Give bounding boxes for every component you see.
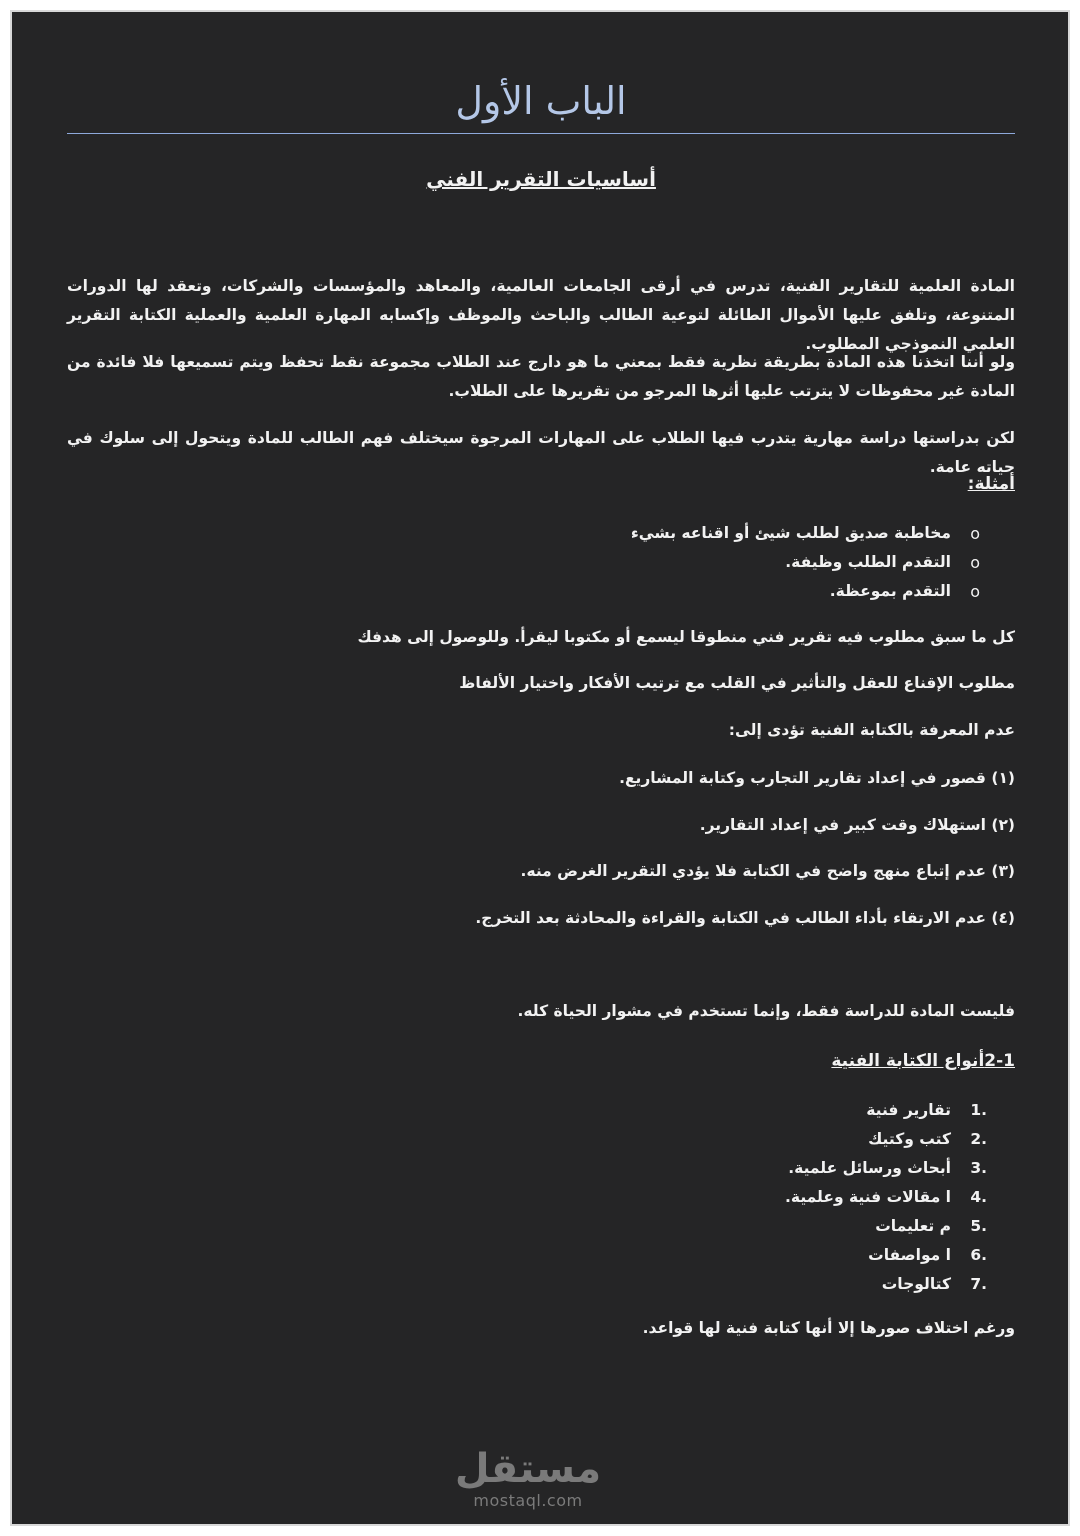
example-text: مخاطبة صديق لطلب شيئ أو اقناعه بشيء (630, 524, 951, 542)
list-item (67, 1125, 1015, 1154)
closing-paragraph: ورغم اختلاف صورها إلا أنها كتابة فنية لها قواعد. (642, 1319, 1015, 1337)
consequence-item-4: (٤) عدم الارتقاء بأداء الطالب في الكتابة والقراءة والمحادثة بعد التخرج. (475, 909, 1015, 927)
list-item (67, 1096, 1015, 1125)
consequence-item-3: (٣) عدم إتباع منهج واضح في الكتابة فلا يؤدي التقرير الغرض منه. (520, 862, 1015, 880)
bullet-marker: o (970, 553, 980, 572)
type-text: ا مقالات فنية وعلمية. (785, 1188, 951, 1206)
example-text: التقدم بموعظة. (829, 582, 951, 600)
list-item (67, 1183, 1015, 1212)
after-examples-paragraph-3: عدم المعرفة بالكتابة الفنية تؤدى إلى: (728, 721, 1015, 739)
intro-paragraph-3: لكن بدراستها دراسة مهارية يتدرب فيها الطلاب على المهارات المرجوة سيختلف فهم الطالب للمادة ويتحول إلى سلوك في حياته عامة. (67, 429, 1015, 476)
type-text: م تعليمات (875, 1217, 951, 1235)
list-item (67, 1270, 1015, 1299)
list-item (67, 577, 1015, 606)
intro-paragraph-2: ولو أننا اتخذنا هذه المادة بطريقة نظرية فقط بمعني ما هو دارج عند الطلاب مجموعة نقط تحفظ ويتم تسميعها فلا فائدة من المادة غير محفوظات لا يترتب عليها أثرها المرجو من تقريرها على الطلاب. (67, 353, 1015, 400)
bullet-marker: o (970, 582, 980, 601)
types-list (67, 1096, 1015, 1299)
intro-paragraph-1: المادة العلمية للتقارير الفنية، تدرس في أرقى الجامعات العالمية، والمعاهد والمؤسسات والشركات، وتعقد لها الدورات المتنوعة، وتلفق عليها الأموال الطائلة لتوعية الطالب والباحث والموظف وإكسابه المهارة العلمية والعملية الكتابة التقرير العلمي النموذجي المطلوب. (67, 277, 1015, 353)
chapter-title: الباب الأول (455, 79, 627, 123)
type-text: ا مواصفات (868, 1246, 951, 1264)
type-text: كتب وكتيك (868, 1130, 951, 1148)
consequence-item-1: (١) قصور في إعداد تقارير التجارب وكتابة المشاريع. (619, 769, 1015, 787)
list-number: 1. (970, 1101, 987, 1119)
examples-list (67, 519, 1015, 606)
watermark-url: mostaql.com (473, 1491, 583, 1510)
type-text: تقارير فنية (866, 1101, 951, 1119)
type-text: كتالوجات (881, 1275, 951, 1293)
document-page (10, 10, 1070, 1526)
consequence-item-2: (٢) استهلاك وقت كبير في إعداد التقارير. (699, 816, 1015, 834)
list-item (67, 519, 1015, 548)
watermark-word: مستقل (454, 1446, 602, 1492)
list-number: 5. (970, 1217, 987, 1235)
after-examples-paragraph-2: مطلوب الإقناع للعقل والتأثير في القلب مع ترتيب الأفكار واختيار الألفاظ (459, 674, 1015, 692)
list-item (67, 1241, 1015, 1270)
list-number: 3. (970, 1159, 987, 1177)
bullet-marker: o (970, 524, 980, 543)
section-title: أساسيات التقرير الفني (426, 167, 656, 191)
examples-label: أمثلة: (967, 474, 1015, 494)
list-item (67, 1154, 1015, 1183)
mostaql-watermark (448, 1446, 608, 1510)
list-number: 4. (970, 1188, 987, 1206)
list-number: 6. (970, 1246, 987, 1264)
example-text: التقدم الطلب وظيفة. (785, 553, 951, 571)
conclusion-paragraph: فليست المادة للدراسة فقط، وإنما تستخدم في مشوار الحياة كله. (517, 1002, 1015, 1020)
type-text: أبحاث ورسائل علمية. (788, 1159, 951, 1177)
list-number: 7. (970, 1275, 987, 1293)
after-examples-paragraph-1: كل ما سبق مطلوب فيه تقرير فني منطوقا ليسمع أو مكتوبا ليقرأ. وللوصول إلى هدفك (357, 628, 1015, 646)
list-number: 2. (970, 1130, 987, 1148)
title-divider (67, 133, 1015, 134)
list-item (67, 1212, 1015, 1241)
list-item (67, 548, 1015, 577)
types-heading: 2-1أنواع الكتابة الفنية (831, 1051, 1015, 1071)
